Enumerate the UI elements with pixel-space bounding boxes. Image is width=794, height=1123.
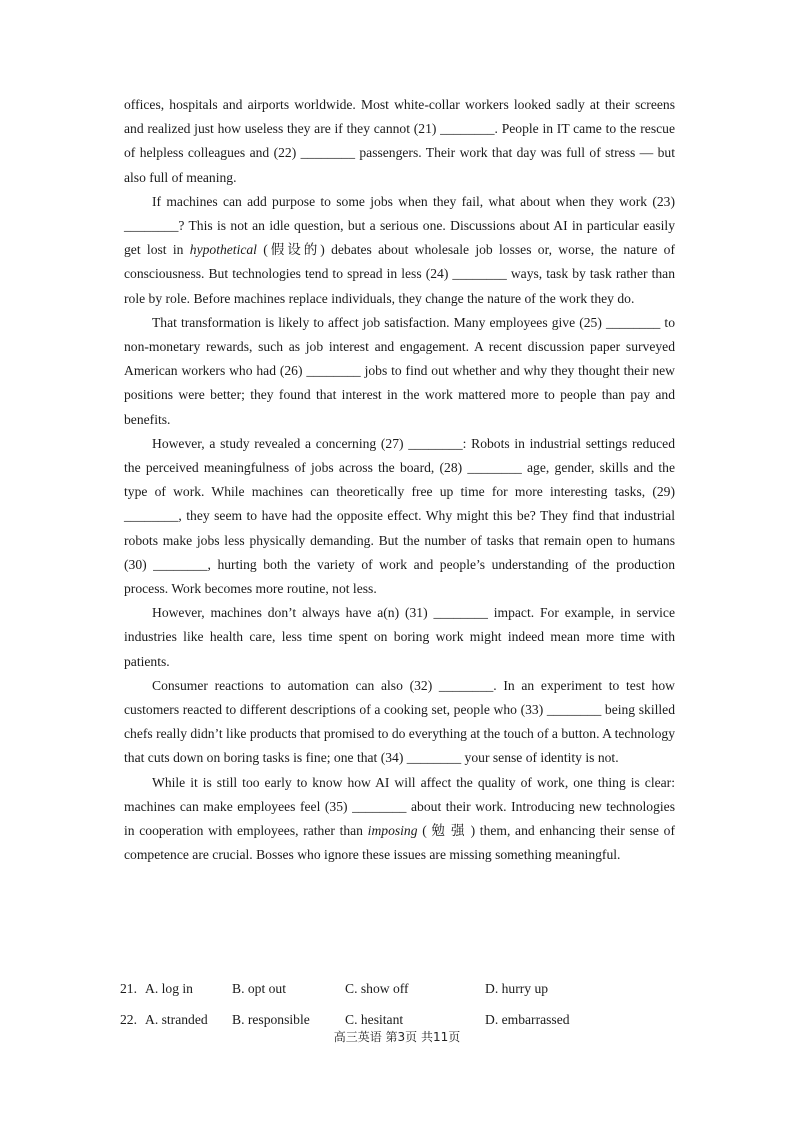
option-a: A. stranded bbox=[145, 1012, 208, 1027]
question-number: 22. bbox=[120, 1012, 137, 1027]
option-a: A. log in bbox=[145, 981, 193, 996]
option-c: C. show off bbox=[345, 981, 409, 996]
paragraph-5: However, machines don’t always have a(n) (31) ________ impact. For example, in service industries like health care, less time spent on boring work might indeed mean more time with patients. bbox=[124, 605, 675, 669]
option-d: D. hurry up bbox=[485, 981, 549, 996]
paragraph-6: Consumer reactions to automation can also (32) ________. In an experiment to test how customers reacted to different descriptions of a cooking set, people who (33) ________ being skilled chefs really didn’t like products that promised to do everything at the touch of a button. A technology that cuts down on boring tasks is fine; one that (34) ________ your sense of identity is not. bbox=[124, 677, 675, 766]
page-footer: 高三英语 第3页 共11页 bbox=[333, 1030, 461, 1044]
option-c: C. hesitant bbox=[345, 1012, 404, 1027]
option-d: D. embarrassed bbox=[485, 1012, 570, 1027]
paragraph-3: That transformation is likely to affect job satisfaction. Many employees give (25) ________ to non-monetary rewards, such as job interest and engagement. A recent discussion paper surveyed American workers who had (26) ________ jobs to find out whether and why they thought their new positions were better; they found that interest in the work mattered more to people than pay and benefits. bbox=[124, 314, 675, 427]
paragraph-1: offices, hospitals and airports worldwide. Most white-collar workers looked sadly at their screens and realized just how useless they are if they cannot (21) ________. People in IT came to the rescue of helpless colleagues and (22) ________ passengers. Their work that day was full of stress — but also full of meaning. bbox=[124, 97, 675, 185]
paragraph-2: If machines can add purpose to some jobs when they fail, what about when they work (23) ________? This is not an idle question, but a serious one. Discussions about AI in particular easily get lost in hypothetical (假设的) debates about wholesale job losses or, worse, the nature of consciousness. But technologies tend to spread in less (24) ________ ways, task by task rather than role by role. Before machines replace individuals, they change the nature of the work they do. bbox=[124, 193, 675, 306]
passage bbox=[124, 93, 675, 868]
option-b: B. opt out bbox=[232, 981, 287, 996]
option-b: B. responsible bbox=[232, 1012, 310, 1027]
paragraph-7: While it is still too early to know how AI will affect the quality of work, one thing is clear: machines can make employees feel (35) ________ about their work. Introducing new technologies in cooperation with employees, rather than imposing ( 勉 强 ) them, and enhancing their sense of competence are crucial. Bosses who ignore these issues are missing something meaningful. bbox=[124, 774, 675, 863]
question-number: 21. bbox=[120, 981, 137, 996]
paragraph-4: However, a study revealed a concerning (27) ________: Robots in industrial settings reduced the perceived meaningfulness of jobs across the board, (28) ________ age, gender, skills and the type of work. While machines can theoretically free up time for more interesting tasks, (29) ________, they seem to have had the opposite effect. Why might this be? They find that industrial robots make jobs less physically demanding. But the number of tasks that remain open to humans (30) ________, hurting both the variety of work and people’s understanding of the production process. Work becomes more routine, not less. bbox=[124, 435, 675, 597]
question-21 bbox=[120, 981, 680, 1001]
